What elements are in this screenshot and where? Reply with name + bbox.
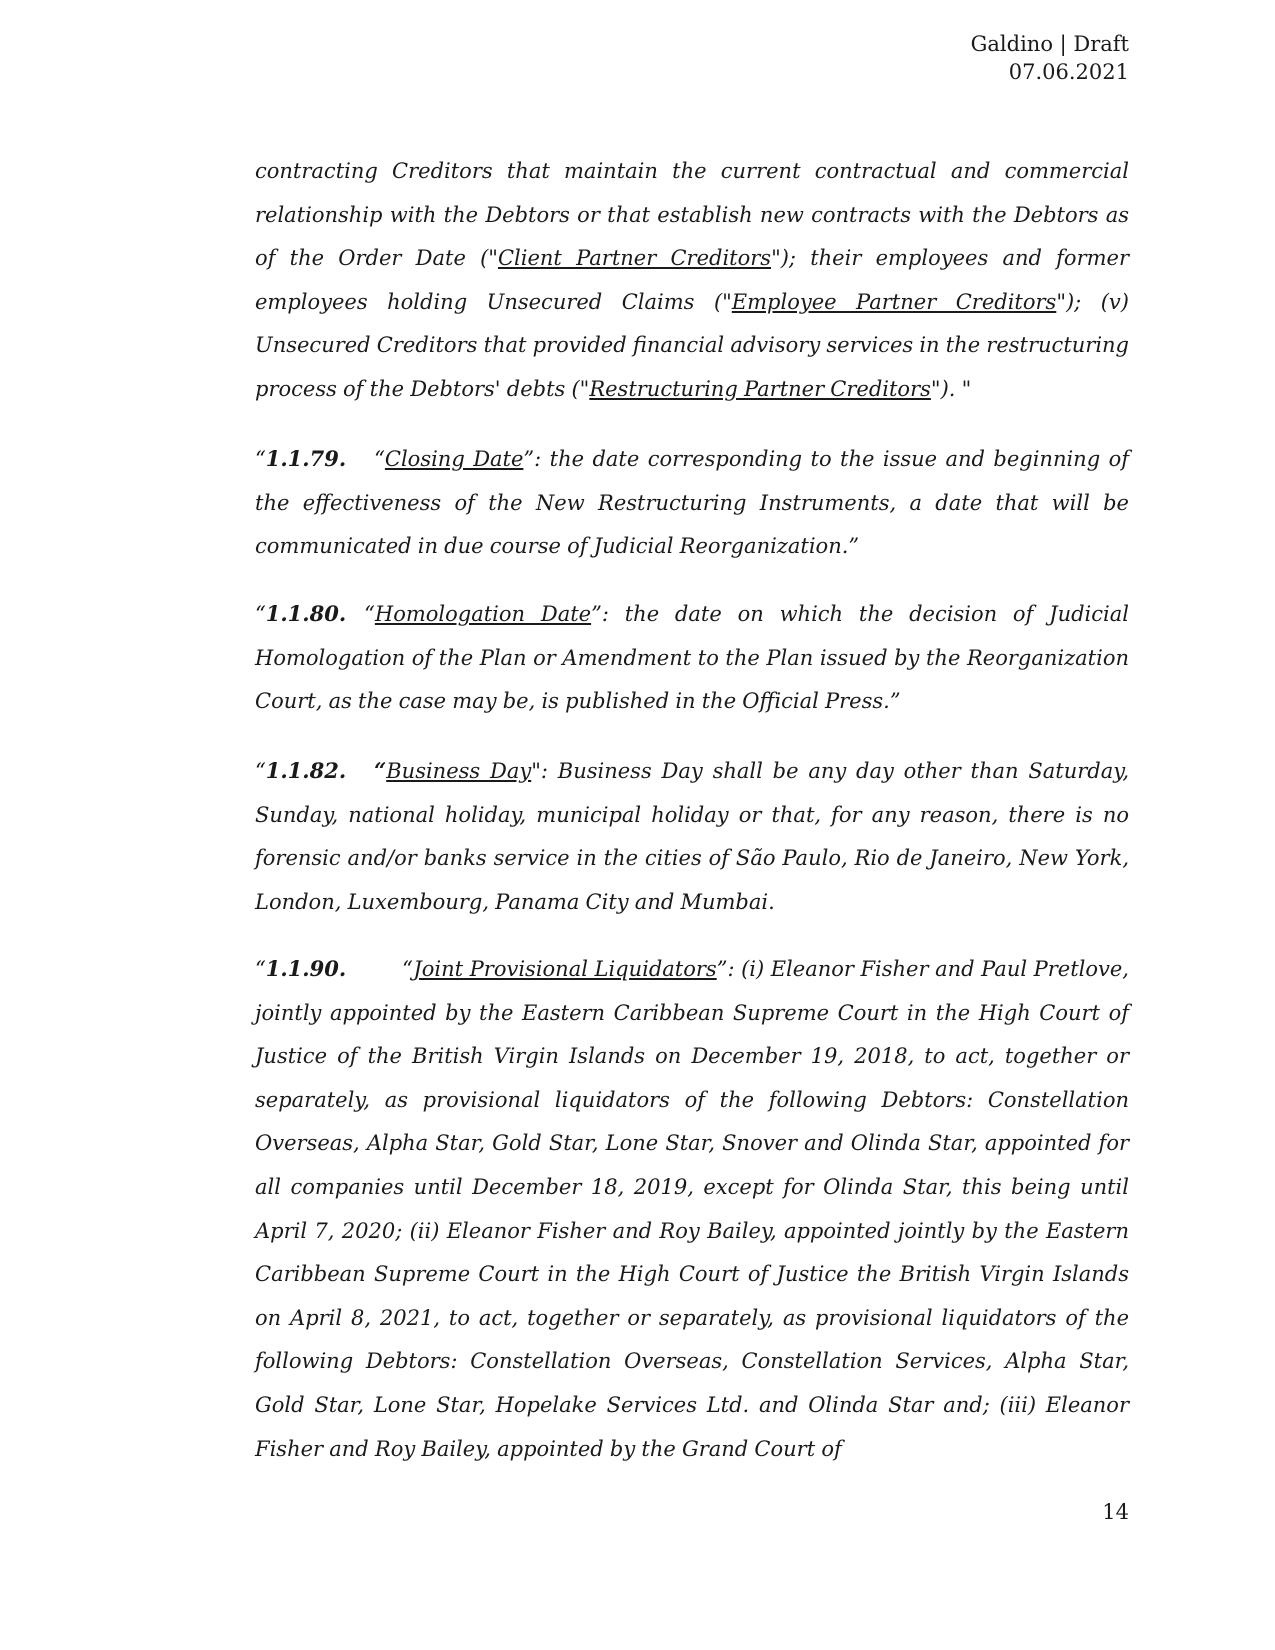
definition-text: ”: (i) Eleanor Fisher and Paul Pretlove, jointly appointed by the Eastern Caribbean Supreme Court in the High Court of Justice of the British Virgin Islands on December 19, 2018, to act, together or separately, as provisional liquidators of the following Debtors: Constellation Overseas, Alpha Star, Gold Star, Lone Star, Snover and Olinda Star, appointed for all companies until December 18, 2019, except for Olinda Star, this being until April 7, 2020; (ii) Eleanor Fisher and Roy Bailey, appointed jointly by the Eastern Caribbean Supreme Court in the High Court of Justice the British Virgin Islands on April 8, 2021, to act, together or separately, as provisional liquidators of the following Debtors: Constellation Overseas, Constellation Services, Alpha Star, Gold Star, Lone Star, Hopelake Services Ltd. and Olinda Star and; (iii) Eleanor Fisher and Roy Bailey, appointed by the Grand Court of bbox=[255, 957, 1129, 1461]
definition-text: ”: the date on which the decision of Judicial Homologation of the Plan or Amendment to the Plan issued by the Reorganization Court, as the case may be, is published in the Official Press.” bbox=[255, 602, 1129, 714]
header-title: Galdino | Draft bbox=[970, 32, 1129, 56]
term-quote: “ bbox=[402, 957, 414, 981]
defined-term: Restructuring Partner Creditors bbox=[589, 376, 931, 401]
header-date: 07.06.2021 bbox=[1008, 60, 1129, 84]
text-segment: contracting Creditors that maintain the current contractual and commercial relationship with the Debtors or that establish new contracts with the Debtors as of the Order Date (" bbox=[255, 159, 1129, 271]
paragraph-continuation bbox=[255, 150, 1129, 412]
text-segment: "); (v) Unsecured Creditors that provided financial advisory services in the restructuring process of the Debtors' debts (" bbox=[255, 289, 1130, 401]
definition-closing-date bbox=[255, 437, 1129, 569]
term-quote: “ bbox=[374, 758, 387, 783]
text-segment: "). " bbox=[930, 376, 972, 401]
defined-term: Employee Partner Creditors bbox=[731, 289, 1057, 314]
definition-text: ”: the date corresponding to the issue and beginning of the effectiveness of the New Restructuring Instruments, a date that will be communicated in due course of Judicial Reorganization.” bbox=[255, 447, 1129, 559]
definition-text: ": Business Day shall be any day other than Saturday, Sunday, national holiday, municipal holiday or that, for any reason, there is no forensic and/or banks service in the cities of São Paulo, Rio de Janeiro, New York, London, Luxembourg, Panama City and Mumbai. bbox=[255, 759, 1129, 914]
clause-number: 1.1.90. bbox=[265, 956, 347, 981]
open-quote: “ bbox=[255, 759, 266, 783]
definition-joint-provisional-liquidators bbox=[255, 947, 1129, 1471]
clause-number: 1.1.82. bbox=[265, 758, 347, 783]
term-quote: “ bbox=[374, 447, 385, 471]
open-quote: “ bbox=[255, 447, 266, 471]
term-quote: “ bbox=[364, 602, 375, 626]
defined-term: Business Day bbox=[386, 759, 532, 783]
page-number: 14 bbox=[1102, 1500, 1129, 1524]
page-header bbox=[971, 30, 1129, 86]
clause-number: 1.1.80. bbox=[265, 601, 347, 626]
open-quote: “ bbox=[255, 957, 266, 981]
text-segment: "); their employees and former employees holding Unsecured Claims (" bbox=[255, 246, 1129, 314]
defined-term: Client Partner Creditors bbox=[497, 246, 772, 271]
open-quote: “ bbox=[255, 602, 266, 626]
defined-term: Closing Date bbox=[384, 447, 524, 471]
clause-number: 1.1.79. bbox=[265, 446, 347, 471]
definition-homologation-date bbox=[255, 592, 1129, 724]
defined-term: Homologation Date bbox=[374, 602, 592, 626]
defined-term: Joint Provisional Liquidators bbox=[413, 957, 717, 981]
definition-business-day bbox=[255, 749, 1129, 924]
